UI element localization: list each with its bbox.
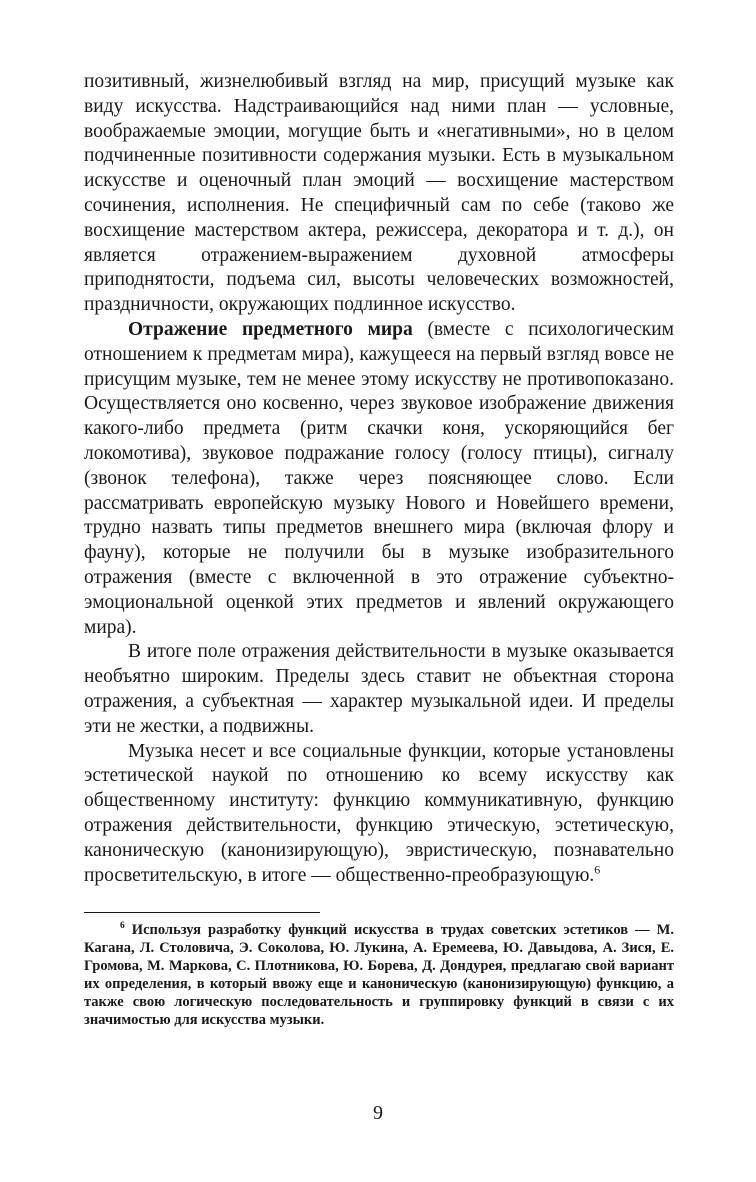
footnote-reference: 6 bbox=[594, 862, 601, 876]
paragraph-1 bbox=[84, 70, 674, 318]
footnote-divider bbox=[84, 912, 320, 913]
paragraph-3-text: В итоге поле отражения действительности в музыке оказывается необъятно широким. Пределы здесь ставит не объектная сторона отражения, а субъектная — характер музыкальной идеи. И пределы эти не жестки, а подвижны. bbox=[84, 641, 674, 737]
paragraph-2 bbox=[84, 318, 674, 640]
footnote bbox=[84, 921, 674, 1029]
paragraph-4-text: Музыка несет и все социальные функции, которые установлены эстетической наукой по отношению ко всему искусству как общественному институту: функцию коммуникативную, функцию отражения действительности, функцию этическую, эстетическую, каноническую (канонизирующую), эвристическую, познавательно просветительскую, в итоге — общественно-преобразующую. bbox=[84, 740, 674, 886]
paragraph-3 bbox=[84, 640, 674, 739]
paragraph-2-heading: Отражение предметного мира bbox=[128, 318, 413, 340]
paragraph-4 bbox=[84, 740, 674, 889]
footnote-text: Используя разработку функций искусства в трудах советских эстетиков — М. Кагана, Л. Столовича, Э. Соколова, Ю. Лукина, А. Еремеева, Ю. Давыдова, А. Зися, Е. Громова, М. Маркова, С. Плотникова, Ю. Борева, Д. Дондурея, предлагаю свой вариант их определения, в который ввожу еще и каноническую (канонизирующую) функцию, а также свою логическую последовательность и группировку функций в связи с их значимостью для искусства музыки. bbox=[84, 922, 674, 1029]
paragraph-2-text: (вместе с психологическим отношением к предметам мира), кажущееся на первый взгляд вовсе не присущим музыке, тем не менее этому искусству не противопоказано. Осуществляется оно косвенно, через звуковое изображение движения какого-либо предмета (ритм скачки коня, ускоряющийся бег локомотива), звуковое подражание голосу (голосу птицы), сигналу (звонок телефона), также через поясняющее слово. Если рассматривать европейскую музыку Нового и Новейшего времени, трудно назвать типы предметов внешнего мира (включая флору и фауну), которые не получили бы в музыке изобразительного отражения (вместе с включенной в это отражение субъектно-эмоциональной оценкой этих предметов и явлений окружающего мира). bbox=[84, 318, 674, 638]
footnote-marker: 6 bbox=[120, 921, 125, 932]
paragraph-1-text: позитивный, жизнелюбивый взгляд на мир, присущий музыке как виду искусства. Надстраивающийся над ними план — условные, воображаемые эмоции, могущие быть и «негативными», но в целом подчиненные позитивности содержания музыки. Есть в музыкальном искусстве и оценочный план эмоций — восхищение мастерством сочинения, исполнения. Не специфичный сам по себе (таково же восхищение мастерством актера, режиссера, декоратора и т. д.), он является отражением-выражением духовной атмосферы приподнятости, подъема сил, высоты человеческих возможностей, праздничности, окружающих подлинное искусство. bbox=[84, 71, 674, 316]
page-number: 9 bbox=[373, 1102, 383, 1124]
page-body bbox=[84, 70, 674, 1029]
